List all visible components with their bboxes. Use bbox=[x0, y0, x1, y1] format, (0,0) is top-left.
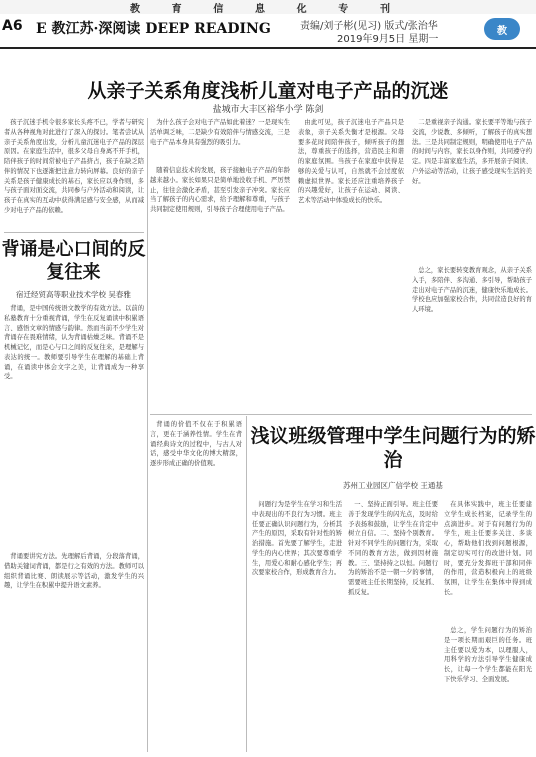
article1-column-4: 二是重视亲子沟通。家长要平等地与孩子交流，少说教、多倾听，了解孩子的真实想法。三是共同制定规则，明确使用电子产品的时间与内容，家长以身作则，共同遵守约定。四是丰富家庭生活，多开展亲子阅读、户外运动等活动，让孩子感受现实生活的美好。 bbox=[412, 119, 532, 185]
masthead-char: 教 bbox=[130, 3, 140, 15]
article1-headline: 从亲子关系角度浅析儿童对电子产品的沉迷 bbox=[87, 80, 449, 102]
publication-logo: 教 bbox=[484, 18, 520, 40]
article2-headline: 背诵是心口间的反复往来 bbox=[1, 239, 146, 284]
article2-column-1: 背诵，是中国传统语文教学的有效方法。以前的私塾教育十分重视背诵，学生在反复诵读中积累语言、感悟文章的情感与韵律。然而当前不少学生对背诵存在畏难情绪，认为背诵枯燥乏味。背诵不是机械记忆，而是心与口之间的反复往来，是理解与表达的统一。教师要引导学生在理解的基础上背诵，在诵读中体会文字之美，让背诵成为一种享受。 bbox=[4, 305, 144, 381]
editor-credit: 责编/刘子彬(见习) 版式/张治华 bbox=[300, 21, 438, 32]
masthead-title bbox=[130, 0, 390, 14]
column-divider bbox=[246, 416, 247, 752]
article1-column-3: 由此可见，孩子沉迷电子产品只是表象，亲子关系失衡才是根源。父母要多花时间陪伴孩子，倾听孩子的想法，尊重孩子的选择，营造民主和谐的家庭氛围。当孩子在家庭中获得足够的关爱与认可，自然就不会过度依赖虚拟世界。家长还应注重培养孩子的兴趣爱好，让孩子在运动、阅读、艺术等活动中体验成长的快乐。 bbox=[298, 119, 404, 204]
article1-column-1: 孩子沉迷手机令很多家长头疼不已，学者与研究者从各种视角对此进行了深入的探讨。笔者尝试从亲子关系角度出发，分析儿童沉迷电子产品的深层原因。在家庭生活中，很多父母自身离不开手机，陪伴孩子的时间常被电子产品挤占，孩子在缺乏陪伴的情况下也逐渐把注意力转向屏幕。良好的亲子关系是孩子健康成长的基石，家长应以身作则，多与孩子面对面交流，共同参与户外活动和阅读，让孩子在真实的互动中获得满足感与安全感，从而减少对电子产品的依赖。 bbox=[4, 119, 144, 214]
page-number: A6 bbox=[2, 18, 23, 34]
article3-byline: 苏州工业园区广信学校 王通基 bbox=[343, 481, 443, 490]
article1-column-2b: 随着信息技术的发展，孩子接触电子产品的年龄越来越小。家长如果只是简单地没收手机、严厉禁止，往往会激化矛盾，甚至引发亲子冲突。家长应当了解孩子的内心需求，给予理解和尊重，与孩子共同制定使用规则，引导孩子合理使用电子产品。 bbox=[150, 167, 290, 213]
article2-column-2: 背诵的价值不仅在于积累语言，更在于涵养性情。学生在背诵经典诗文的过程中，与古人对话，感受中华文化的博大精深，逐步形成正确的价值观。 bbox=[150, 421, 242, 467]
divider bbox=[150, 414, 532, 415]
article3-column-4: 总之，学生问题行为的矫治是一项长期而艰巨的任务。班主任要以爱为本，以理服人，用科学的方法引导学生健康成长，让每一个学生都能在阳光下快乐学习、全面发展。 bbox=[444, 627, 532, 683]
masthead-char: 刊 bbox=[379, 3, 390, 15]
issue-date: 2019年9月5日 星期一 bbox=[337, 34, 439, 45]
masthead-char: 专 bbox=[338, 3, 349, 15]
masthead-char: 育 bbox=[171, 3, 182, 15]
masthead-char: 化 bbox=[296, 3, 307, 15]
article3-headline: 浅议班级管理中学生问题行为的矫治 bbox=[250, 425, 536, 471]
article2-column-1b: 背诵要讲究方法。先理解后背诵，分段落背诵，借助关键词背诵，都是行之有效的方法。教师可以组织背诵比赛、朗读展示等活动，激发学生的兴趣，让学生在积累中提升语文素养。 bbox=[4, 553, 144, 590]
divider bbox=[4, 232, 144, 233]
article1-byline: 盐城市大丰区裕华小学 陈剑 bbox=[212, 105, 324, 115]
article1-column-5: 总之，家长要转变教育观念，从亲子关系入手，多陪伴、多沟通、多引导，帮助孩子走出对电子产品的沉迷，健康快乐地成长。学校也应加强家校合作，共同营造良好的育人环境。 bbox=[412, 267, 532, 313]
section-title: E 教江苏·深阅读 DEEP READING bbox=[36, 21, 271, 37]
masthead-char: 信 bbox=[213, 3, 224, 15]
article2-byline: 宿迁经贸高等职业技术学校 吴春雅 bbox=[16, 290, 131, 299]
article3-column-1: 问题行为是学生在学习和生活中表现出的不良行为习惯。班主任要正确认识问题行为，分析其产生的原因，采取有针对性的矫治措施。首先要了解学生，走进学生的内心世界；其次要尊重学生，用爱心和耐心感化学生；再次要家校合作，形成教育合力。 bbox=[252, 501, 342, 577]
article3-column-3: 在具体实践中，班主任要建立学生成长档案，记录学生的点滴进步。对于有问题行为的学生，班主任要多关注、多谈心，帮助他们找到问题根源，制定切实可行的改进计划。同时，要充分发挥班干部和同伴的作用，营造积极向上的班级氛围，让学生在集体中得到成长。 bbox=[444, 501, 532, 596]
header-rule bbox=[0, 47, 536, 49]
column-divider bbox=[147, 118, 148, 752]
article3-column-2: 一、坚持正面引导。班主任要善于发现学生的闪光点，及时给予表扬和鼓励，让学生在肯定中树立自信。二、坚持个别教育。针对不同学生的问题行为，采取不同的教育方法，做到因材施教。三、坚持持之以恒。问题行为的矫治不是一朝一夕的事情，需要班主任长期坚持，反复抓、抓反复。 bbox=[348, 501, 438, 596]
article1-column-2: 为什么孩子会对电子产品如此着迷？一是现实生活单调乏味，二是缺少有效陪伴与情感交流，三是电子产品本身具有强烈的吸引力。 bbox=[150, 119, 290, 146]
masthead-char: 息 bbox=[254, 3, 265, 15]
